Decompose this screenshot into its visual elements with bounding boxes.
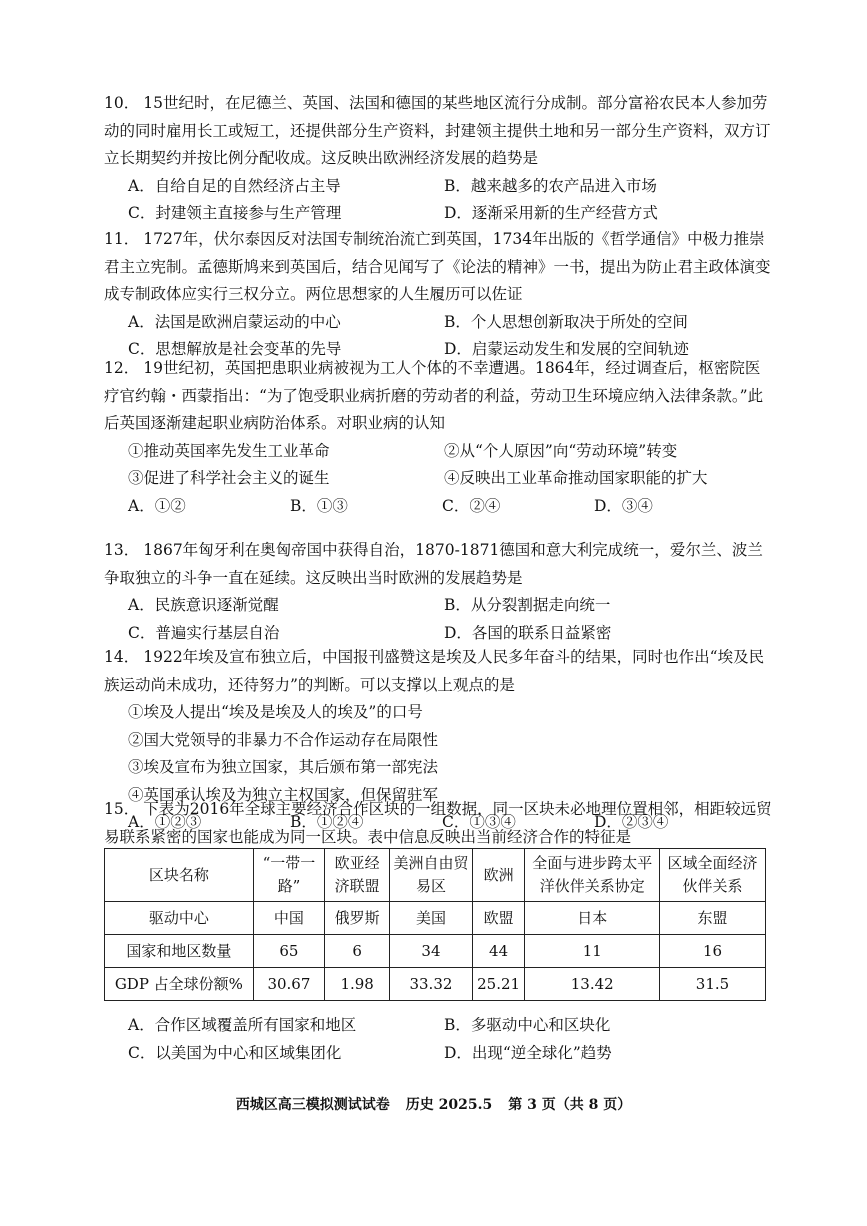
question-number: 13．	[104, 541, 140, 559]
question-number: 15．	[104, 800, 140, 818]
economic-blocs-table	[104, 848, 766, 1001]
options-row	[104, 173, 774, 201]
table-cell: 31.5	[660, 968, 766, 1001]
option-a: A．自给自足的自然经济占主导	[128, 176, 341, 195]
options-row	[104, 309, 774, 337]
question-stem: 15． 下表为2016年全球主要经济合作区块的一组数据，同一区块未必地理位置相邻，相距较远贸易联系紧密的国家也能成为同一区块。表中信息反映出当前经济合作的特征是	[104, 800, 772, 846]
table-cell: 44	[472, 935, 525, 968]
exam-title: 西城区高三模拟测试试卷	[235, 1097, 390, 1113]
table-cell: 16	[660, 935, 766, 968]
table-cell: 全面与进步跨太平洋伙伴关系协定	[525, 849, 660, 902]
option-a: A．①②	[128, 496, 186, 515]
table-cell: 6	[325, 935, 390, 968]
options-row	[104, 1012, 774, 1040]
option-b: B．从分裂割据走向统一	[444, 596, 611, 614]
option-c: C．封建领主直接参与生产管理	[128, 204, 342, 222]
table-row	[105, 849, 766, 902]
statement-4: ④反映出工业革命推动国家职能的扩大	[444, 469, 708, 487]
question-stem: 14． 1922年埃及宣布独立后，中国报刊盛赞这是埃及人民多年奋斗的结果，同时也作出“埃及民族运动尚未成功，还待努力”的判断。可以支撑以上观点的是	[104, 648, 765, 694]
table-cell: 国家和地区数量	[105, 935, 254, 968]
table-cell: 美国	[390, 902, 473, 935]
statements-row	[104, 465, 774, 493]
table-cell: 11	[525, 935, 660, 968]
table-cell: 美洲自由贸易区	[390, 849, 473, 902]
table-cell: 中国	[253, 902, 324, 935]
table-cell: 1.98	[325, 968, 390, 1001]
table-cell: 25.21	[472, 968, 525, 1001]
question-15	[104, 796, 774, 851]
statement-1: ①埃及人提出“埃及是埃及人的埃及”的口号	[128, 703, 423, 721]
question-11	[104, 226, 774, 364]
option-c: C．②④	[442, 496, 501, 515]
options-row	[104, 1040, 774, 1068]
option-b: B．①③	[290, 496, 348, 515]
option-c: C．普遍实行基层自治	[128, 623, 280, 642]
option-d: D．③④	[594, 496, 653, 515]
options-row	[104, 493, 774, 521]
page-number: 第 3 页（共 8 页）	[508, 1097, 632, 1113]
option-a: A．法国是欧洲启蒙运动的中心	[128, 312, 341, 331]
table-row	[105, 968, 766, 1001]
option-b: B．个人思想创新取决于所处的空间	[444, 312, 688, 331]
table-cell: 日本	[525, 902, 660, 935]
table-cell: 区域全面经济伙伴关系	[660, 849, 766, 902]
options-row	[104, 200, 774, 228]
table-cell: 欧亚经济联盟	[325, 849, 390, 902]
table-cell: 13.42	[525, 968, 660, 1001]
subject-date: 历史 2025.5	[405, 1097, 493, 1113]
page-footer	[0, 1094, 867, 1114]
statement-3: ③促进了科学社会主义的诞生	[128, 469, 330, 487]
table-cell: 34	[390, 935, 473, 968]
question-stem: 13． 1867年匈牙利在奥匈帝国中获得自治，1870-1871德国和意大利完成统一，爱尔兰、波兰争取独立的斗争一直在延续。这反映出当时欧洲的发展趋势是	[104, 541, 763, 587]
option-d: D．②③④	[594, 813, 669, 831]
question-10	[104, 90, 774, 228]
question-number: 12．	[104, 359, 140, 377]
statement-4: ④英国承认埃及为独立主权国家，但保留驻军	[128, 785, 439, 804]
option-a: A．合作区域覆盖所有国家和地区	[128, 1016, 357, 1034]
option-b: B．越来越多的农产品进入市场	[444, 176, 657, 195]
question-15-options	[104, 1012, 774, 1067]
table-cell: 东盟	[660, 902, 766, 935]
statement-2: ②从“个人原因”向“劳动环境”转变	[444, 441, 678, 460]
table-cell: 33.32	[390, 968, 473, 1001]
option-c: C．思想解放是社会变革的先导	[128, 340, 342, 358]
question-stem: 10． 15世纪时，在尼德兰、英国、法国和德国的某些地区流行分成制。部分富裕农民本人参加劳动的同时雇用长工或短工，还提供部分生产资料，封建领主提供土地和另一部分生产资料，双方订立长期契约并按比例分配收成。这反映出欧洲经济发展的趋势是	[104, 94, 771, 167]
table-row	[105, 902, 766, 935]
table-cell: 欧洲	[472, 849, 525, 902]
option-c: C．以美国为中心和区域集团化	[128, 1043, 342, 1062]
option-d: D．逐渐采用新的生产经营方式	[444, 204, 658, 222]
options-row	[104, 592, 774, 620]
table-cell: 区块名称	[105, 849, 254, 902]
question-stem: 12． 19世纪初，英国把患职业病被视为工人个体的不幸遭遇。1864年，经过调查后，枢密院医疗官约翰・西蒙指出：“为了饱受职业病折磨的劳动者的利益，劳动卫生环境应纳入法律条款。”此后英国逐渐建起职业病防治体系。对职业病的认知	[104, 359, 764, 432]
question-number: 10．	[104, 94, 140, 112]
table-cell: 65	[253, 935, 324, 968]
option-c: C．①③④	[442, 813, 516, 831]
question-number: 14．	[104, 648, 140, 666]
question-13	[104, 537, 774, 647]
option-d: D．各国的联系日益紧密	[444, 623, 612, 642]
table-cell: 驱动中心	[105, 902, 254, 935]
option-b: B．多驱动中心和区块化	[444, 1016, 611, 1034]
statement-1: ①推动英国率先发生工业革命	[128, 441, 330, 460]
option-d: D．启蒙运动发生和发展的空间轨迹	[444, 340, 689, 358]
table-cell: 欧盟	[472, 902, 525, 935]
option-d: D．出现“逆全球化”趋势	[444, 1043, 612, 1062]
question-12	[104, 355, 774, 520]
table-cell: 30.67	[253, 968, 324, 1001]
question-number: 11．	[104, 230, 140, 248]
statements-row	[104, 438, 774, 466]
table-cell: GDP 占全球份额%	[105, 968, 254, 1001]
table-cell: “一带一路”	[253, 849, 324, 902]
option-b: B．①②④	[290, 813, 364, 831]
question-stem: 11． 1727年，伏尔泰因反对法国专制统治流亡到英国，1734年出版的《哲学通信》中极力推崇君主立宪制。孟德斯鸠来到英国后，结合见闻写了《论法的精神》一书，提出为防止君主政体演变成专制政体应实行三权分立。两位思想家的人生履历可以佐证	[104, 230, 771, 303]
option-a: A．民族意识逐渐觉醒	[128, 596, 279, 614]
options-row	[104, 620, 774, 648]
option-a: A．①②③	[128, 813, 202, 831]
statement-3: ③埃及宣布为独立国家，其后颁布第一部宪法	[128, 758, 439, 776]
table-row	[105, 935, 766, 968]
table-cell: 俄罗斯	[325, 902, 390, 935]
statement-2: ②国大党领导的非暴力不合作运动存在局限性	[128, 730, 439, 749]
table-body	[105, 849, 766, 1001]
